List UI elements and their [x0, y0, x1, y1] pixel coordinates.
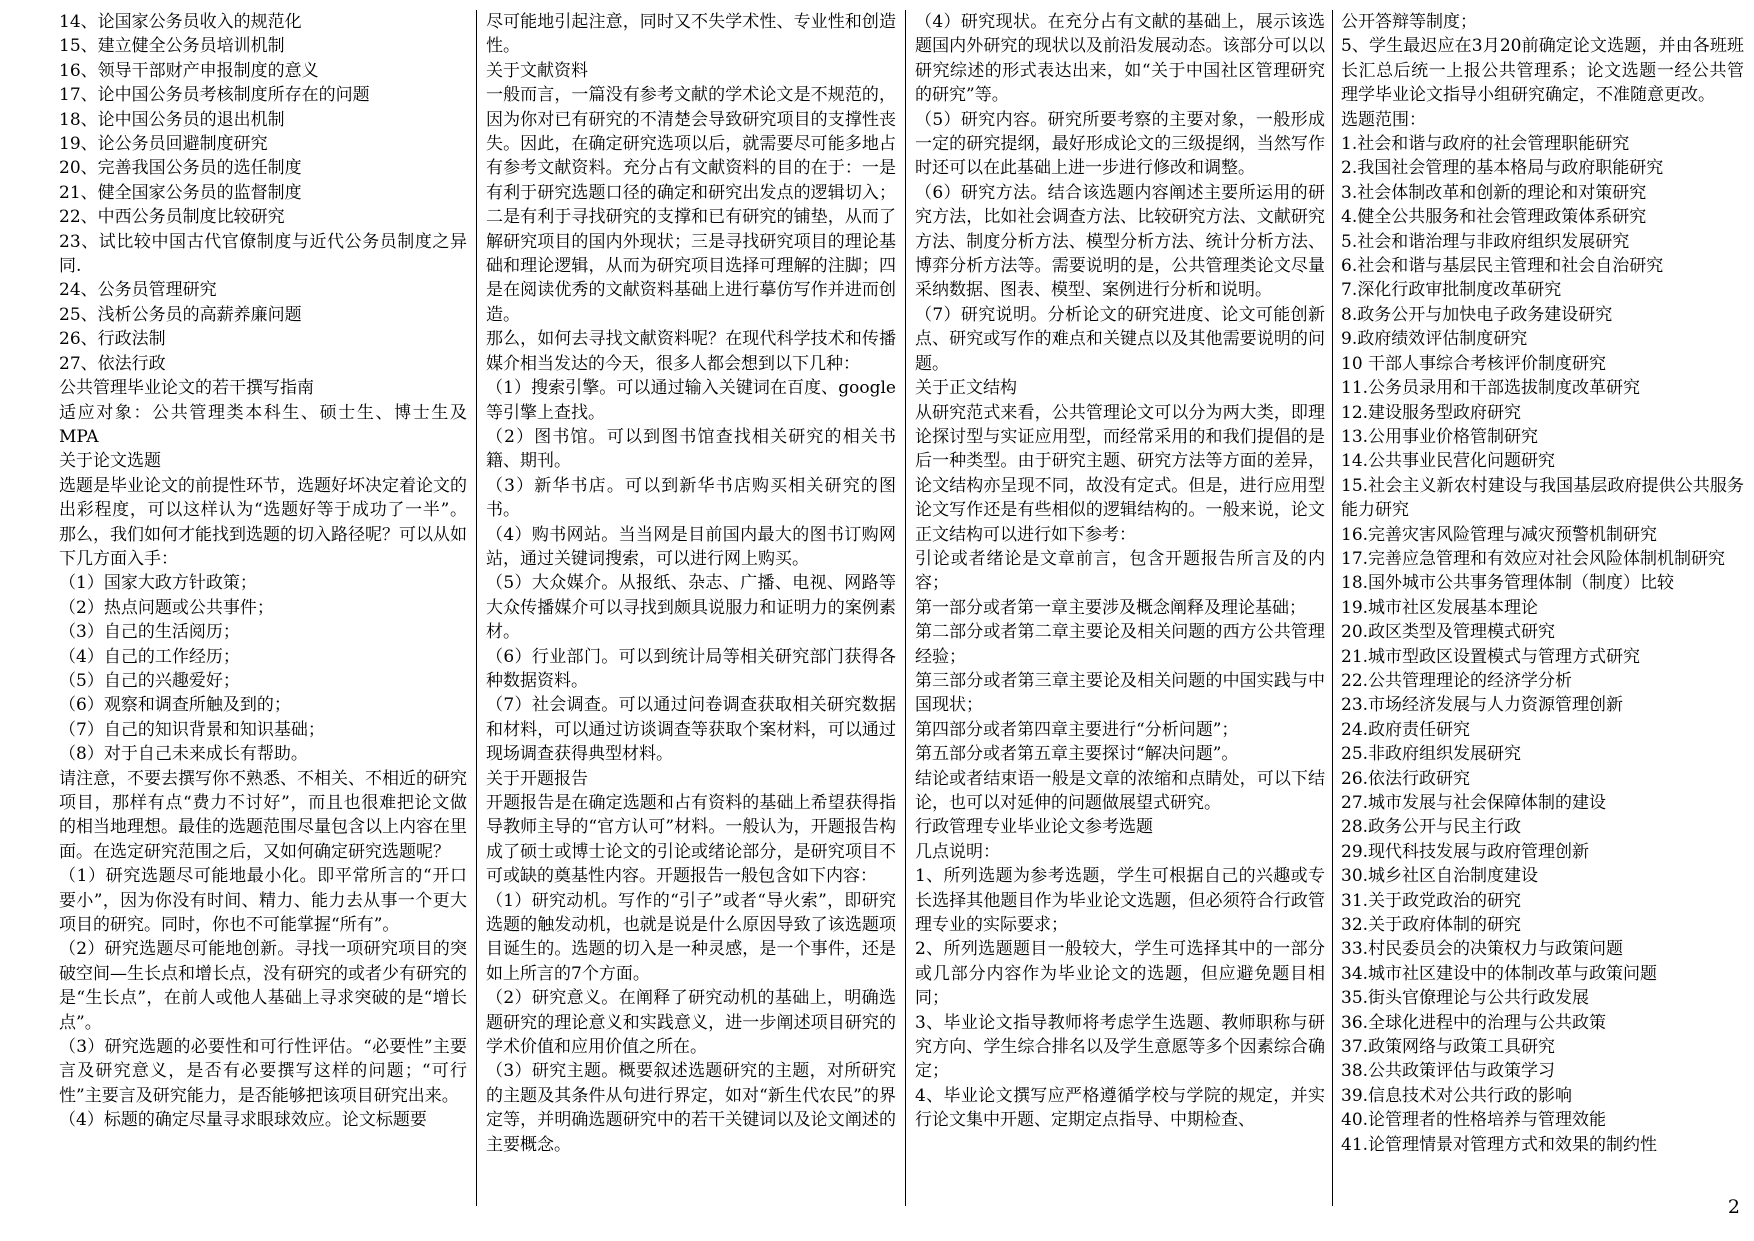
paragraph: （3）研究主题。概要叙述选题研究的主题，对所研究的主题及其条件从句进行界定，如对“新生代农民”的界定等，并明确选题研究中的若干关键词以及论文阐述的主要概念。	[486, 1061, 896, 1155]
paragraph: 5.社会和谐治理与非政府组织发展研究	[1341, 231, 1630, 252]
paragraph: （8）对于自己未来成长有帮助。	[59, 744, 308, 765]
paragraph: （5）自己的兴趣爱好；	[59, 670, 240, 691]
paragraph: 29.现代科技发展与政府管理创新	[1341, 841, 1590, 862]
paragraph: （2）图书馆。可以到图书馆查找相关研究的相关书籍、期刊。	[486, 426, 896, 472]
paragraph: 25.非政府组织发展研究	[1341, 744, 1522, 765]
paragraph: 17、论中国公务员考核制度所存在的问题	[59, 85, 370, 106]
paragraph: 28.政务公开与民主行政	[1341, 817, 1522, 838]
paragraph: 适应对象：公共管理类本科生、硕士生、博士生及MPA	[59, 402, 467, 447]
column-divider	[1332, 10, 1333, 1206]
column-divider	[476, 10, 477, 1206]
paragraph: 38.公共政策评估与政策学习	[1341, 1061, 1556, 1082]
paragraph: 选题是毕业论文的前提性环节，选题好坏决定着论文的出彩程度，可以这样认为“选题好等于成功了一半”。那么，我们如何才能找到选题的切入路径呢？可以从如下几方面入手：	[59, 475, 467, 569]
text-column-1	[59, 10, 467, 1206]
paragraph: 35.街头官僚理论与公共行政发展	[1341, 988, 1590, 1009]
paragraph: 36.全球化进程中的治理与公共政策	[1341, 1012, 1607, 1033]
paragraph: 4、毕业论文撰写应严格遵循学校与学院的规定，并实行论文集中开题、定期定点指导、中期检查、	[915, 1085, 1325, 1131]
paragraph: 7.深化行政审批制度改革研究	[1341, 280, 1562, 301]
paragraph: 那么，如何去寻找文献资料呢？在现代科学技术和传播媒介相当发达的今天，很多人都会想到以下几种：	[486, 329, 896, 374]
paragraph: 16、领导干部财产申报制度的意义	[59, 60, 319, 81]
column-divider	[905, 10, 906, 1206]
paragraph: （1）研究动机。写作的“引子”或者“导火索”，即研究选题的触发动机，也就是说是什么原因导致了该选题项目诞生的。选题的切入是一种灵感，是一个事件，还是如上所言的7个方面。	[486, 890, 896, 984]
paragraph: （5）研究内容。研究所要考察的主要对象，一般形成一定的研究提纲，最好形成论文的三级提纲，当然写作时还可以在此基础上进一步进行修改和调整。	[915, 109, 1325, 179]
paragraph: 27、依法行政	[59, 353, 166, 374]
paragraph: 10 干部人事综合考核评价制度研究	[1341, 353, 1607, 374]
paragraph: 15、建立健全公务员培训机制	[59, 36, 285, 57]
paragraph: 第一部分或者第一章主要涉及概念阐释及理论基础；	[915, 597, 1306, 618]
paragraph: 关于开题报告	[486, 768, 588, 789]
paragraph: 第五部分或者第五章主要探讨“解决问题”。	[915, 744, 1239, 765]
paragraph: 30.城乡社区自治制度建设	[1341, 866, 1539, 887]
paragraph: （2）研究意义。在阐释了研究动机的基础上，明确选题研究的理论意义和实践意义，进一步阐述项目研究的学术价值和应用价值之所在。	[486, 988, 896, 1058]
paragraph: 22、中西公务员制度比较研究	[59, 207, 285, 228]
paragraph: 行政管理专业毕业论文参考选题	[915, 817, 1153, 838]
paragraph: 一般而言，一篇没有参考文献的学术论文是不规范的，因为你对已有研究的不清楚会导致研究项目的支撑性丧失。因此，在确定研究选项以后，就需要尽可能多地占有参考文献资料。充分占有文献资料的目的在于：一是有利于研究选题口径的确定和研究出发点的逻辑切入；二是有利于寻找研究的支撑和已有研究的铺垫，从而了解研究项目的国内外现状；三是寻找研究项目的理论基础和理论逻辑，从而为研究项目选择可理解的注脚；四是在阅读优秀的文献资料基础上进行摹仿写作并进而创造。	[486, 85, 896, 325]
page-number: 2	[1727, 1196, 1740, 1218]
paragraph: （1）国家大政方针政策；	[59, 573, 257, 594]
paragraph: （7）社会调查。可以通过问卷调查获取相关研究数据和材料，可以通过访谈调查等获取个案材料，可以通过现场调查获得典型材料。	[486, 695, 896, 765]
text-column-2	[486, 10, 896, 1206]
paragraph: 1、所列选题为参考选题，学生可根据自己的兴趣或专长选择其他题目作为毕业论文选题，但必须符合行政管理专业的实际要求；	[915, 866, 1325, 936]
paragraph: 24.政府责任研究	[1341, 719, 1471, 740]
paragraph: 4.健全公共服务和社会管理政策体系研究	[1341, 207, 1647, 228]
paragraph: 从研究范式来看，公共管理论文可以分为两大类，即理论探讨型与实证应用型，而经常采用的和我们提倡的是后一种类型。由于研究主题、研究方法等方面的差异，论文结构亦呈现不同，故没有定式。但是，进行应用型论文写作还是有些相似的逻辑结构的。一般来说，论文正文结构可以进行如下参考：	[915, 402, 1325, 545]
paragraph: 2、所列选题题目一般较大，学生可选择其中的一部分或几部分内容作为毕业论文的选题，但应避免题目相同；	[915, 939, 1325, 1009]
paragraph: 请注意，不要去撰写你不熟悉、不相关、不相近的研究项目，那样有点“费力不讨好”，而且也很难把论文做的相当地理想。最佳的选题范围尽量包含以上内容在里面。在选定研究范围之后，又如何确定研究选题呢？	[59, 768, 467, 862]
paragraph: 第四部分或者第四章主要进行“分析问题”；	[915, 719, 1239, 740]
paragraph: 23.市场经济发展与人力资源管理创新	[1341, 695, 1624, 716]
paragraph: 34.城市社区建设中的体制改革与政策问题	[1341, 963, 1658, 984]
paragraph: 1.社会和谐与政府的社会管理职能研究	[1341, 134, 1630, 155]
paragraph: 25、浅析公务员的高薪养廉问题	[59, 304, 302, 325]
paragraph: 27.城市发展与社会保障体制的建设	[1341, 793, 1607, 813]
paragraph: 公开答辩等制度；	[1341, 12, 1477, 32]
paragraph: 第二部分或者第二章主要论及相关问题的西方公共管理经验；	[915, 622, 1325, 667]
text-column-3	[915, 10, 1325, 1206]
paragraph: （3）研究选题的必要性和可行性评估。“必要性”主要言及研究意义，是否有必要撰写这样的问题；“可行性”主要言及研究能力，是否能够把该项目研究出来。	[59, 1037, 467, 1106]
paragraph: 23、试比较中国古代官僚制度与近代公务员制度之异同.	[59, 231, 467, 277]
paragraph: 3.社会体制改革和创新的理论和对策研究	[1341, 182, 1647, 203]
paragraph: 8.政务公开与加快电子政务建设研究	[1341, 304, 1613, 325]
paragraph: 3、毕业论文指导教师将考虑学生选题、教师职称与研究方向、学生综合排名以及学生意愿等多个因素综合确定；	[915, 1012, 1325, 1082]
paragraph: 结论或者结束语一般是文章的浓缩和点睛处，可以下结论，也可以对延伸的问题做展望式研究。	[915, 768, 1325, 813]
paragraph: （6）研究方法。结合该选题内容阐述主要所运用的研究方法，比如社会调查方法、比较研究方法、文献研究方法、制度分析方法、模型分析方法、统计分析方法、博弈分析方法等。需要说明的是，公共管理类论文尽量采纳数据、图表、模型、案例进行分析和说明。	[915, 182, 1325, 301]
paragraph: （4）自己的工作经历；	[59, 646, 240, 667]
paragraph: 33.村民委员会的决策权力与政策问题	[1341, 939, 1624, 960]
paragraph: （6）观察和调查所触及到的；	[59, 695, 291, 716]
paragraph: 几点说明：	[915, 841, 1000, 862]
paragraph: 14、论国家公务员收入的规范化	[59, 12, 302, 32]
paragraph: （5）大众媒介。从报纸、杂志、广播、电视、网路等大众传播媒介可以寻找到颇具说服力和证明力的案例素材。	[486, 573, 896, 643]
paragraph: 19.城市社区发展基本理论	[1341, 597, 1539, 618]
paragraph: 尽可能地引起注意，同时又不失学术性、专业性和创造性。	[486, 12, 896, 57]
paragraph: 14.公共事业民营化问题研究	[1341, 451, 1556, 472]
paragraph: 40.论管理者的性格培养与管理效能	[1341, 1110, 1607, 1131]
paragraph: （4）研究现状。在充分占有文献的基础上，展示该选题国内外研究的现状以及前沿发展动态。该部分可以以研究综述的形式表达出来，如“关于中国社区管理研究的研究”等。	[915, 12, 1325, 106]
paragraph: 20.政区类型及管理模式研究	[1341, 622, 1556, 643]
paragraph: （6）行业部门。可以到统计局等相关研究部门获得各种数据资料。	[486, 646, 896, 691]
paragraph: 13.公用事业价格管制研究	[1341, 426, 1539, 447]
paragraph: 20、完善我国公务员的选任制度	[59, 158, 302, 179]
paragraph: （2）研究选题尽可能地创新。寻找一项研究项目的突破空间—生长点和增长点，没有研究的或者少有研究的是“生长点”，在前人或他人基础上寻求突破的是“增长点”。	[59, 939, 467, 1033]
paragraph: 17.完善应急管理和有效应对社会风险体制机制研究	[1341, 548, 1726, 569]
paragraph: 开题报告是在确定选题和占有资料的基础上希望获得指导教师主导的“官方认可”材料。一般认为，开题报告构成了硕士或博士论文的引论或绪论部分，是研究项目不可或缺的奠基性内容。开题报告一般包含如下内容：	[486, 793, 896, 887]
paragraph: 31.关于政党政治的研究	[1341, 890, 1522, 911]
paragraph: 22.公共管理理论的经济学分析	[1341, 670, 1573, 691]
paragraph: （7）自己的知识背景和知识基础；	[59, 719, 325, 740]
paragraph: 18、论中国公务员的退出机制	[59, 109, 285, 130]
paragraph: 11.公务员录用和干部选拔制度改革研究	[1341, 378, 1641, 399]
paragraph: 关于论文选题	[59, 451, 161, 472]
text-column-4	[1341, 10, 1744, 1206]
paragraph: 24、公务员管理研究	[59, 280, 217, 301]
paragraph: 关于正文结构	[915, 378, 1017, 399]
paragraph: 21、健全国家公务员的监督制度	[59, 182, 302, 203]
paragraph: 6.社会和谐与基层民主管理和社会自治研究	[1341, 256, 1664, 277]
paragraph: 19、论公务员回避制度研究	[59, 134, 268, 155]
paragraph: （4）购书网站。当当网是目前国内最大的图书订购网站，通过关键词搜索，可以进行网上购买。	[486, 524, 896, 569]
paragraph: 公共管理毕业论文的若干撰写指南	[59, 378, 314, 399]
paragraph: （1）研究选题尽可能地最小化。即平常所言的“开口要小”，因为你没有时间、精力、能力去从事一个更大项目的研究。同时，你也不可能掌握“所有”。	[59, 866, 467, 936]
paragraph: 选题范围：	[1341, 109, 1426, 130]
paragraph: 26、行政法制	[59, 329, 166, 350]
paragraph: 26.依法行政研究	[1341, 768, 1471, 789]
paragraph: （3）新华书店。可以到新华书店购买相关研究的图书。	[486, 475, 896, 521]
paragraph: （2）热点问题或公共事件；	[59, 597, 274, 618]
paragraph: 15.社会主义新农村建设与我国基层政府提供公共服务能力研究	[1341, 475, 1744, 521]
paragraph: 32.关于政府体制的研究	[1341, 915, 1522, 936]
paragraph: 2.我国社会管理的基本格局与政府职能研究	[1341, 158, 1664, 179]
paragraph: （4）标题的确定尽量寻求眼球效应。论文标题要	[59, 1110, 427, 1131]
paragraph: 21.城市型政区设置模式与管理方式研究	[1341, 646, 1641, 667]
paragraph: 41.论管理情景对管理方式和效果的制约性	[1341, 1134, 1658, 1155]
paragraph: 5、学生最迟应在3月20前确定论文选题，并由各班班长汇总后统一上报公共管理系；论文选题一经公共管理学毕业论文指导小组研究确定，不准随意更改。	[1341, 36, 1744, 106]
paragraph: 37.政策网络与政策工具研究	[1341, 1037, 1556, 1058]
paragraph: 引论或者绪论是文章前言，包含开题报告所言及的内容；	[915, 548, 1325, 594]
paragraph: 9.政府绩效评估制度研究	[1341, 329, 1528, 350]
paragraph: 第三部分或者第三章主要论及相关问题的中国实践与中国现状；	[915, 670, 1325, 716]
paragraph: （7）研究说明。分析论文的研究进度、论文可能创新点、研究或写作的难点和关键点以及其他需要说明的问题。	[915, 304, 1325, 374]
paragraph: 12.建设服务型政府研究	[1341, 402, 1522, 423]
paragraph: 16.完善灾害风险管理与减灾预警机制研究	[1341, 524, 1658, 545]
paragraph: （1）搜索引擎。可以通过输入关键词在百度、google等引擎上查找。	[486, 378, 896, 423]
paragraph: （3）自己的生活阅历；	[59, 622, 240, 643]
paragraph: 39.信息技术对公共行政的影响	[1341, 1085, 1573, 1106]
paragraph: 关于文献资料	[486, 60, 588, 81]
paragraph: 18.国外城市公共事务管理体制（制度）比较	[1341, 573, 1675, 594]
